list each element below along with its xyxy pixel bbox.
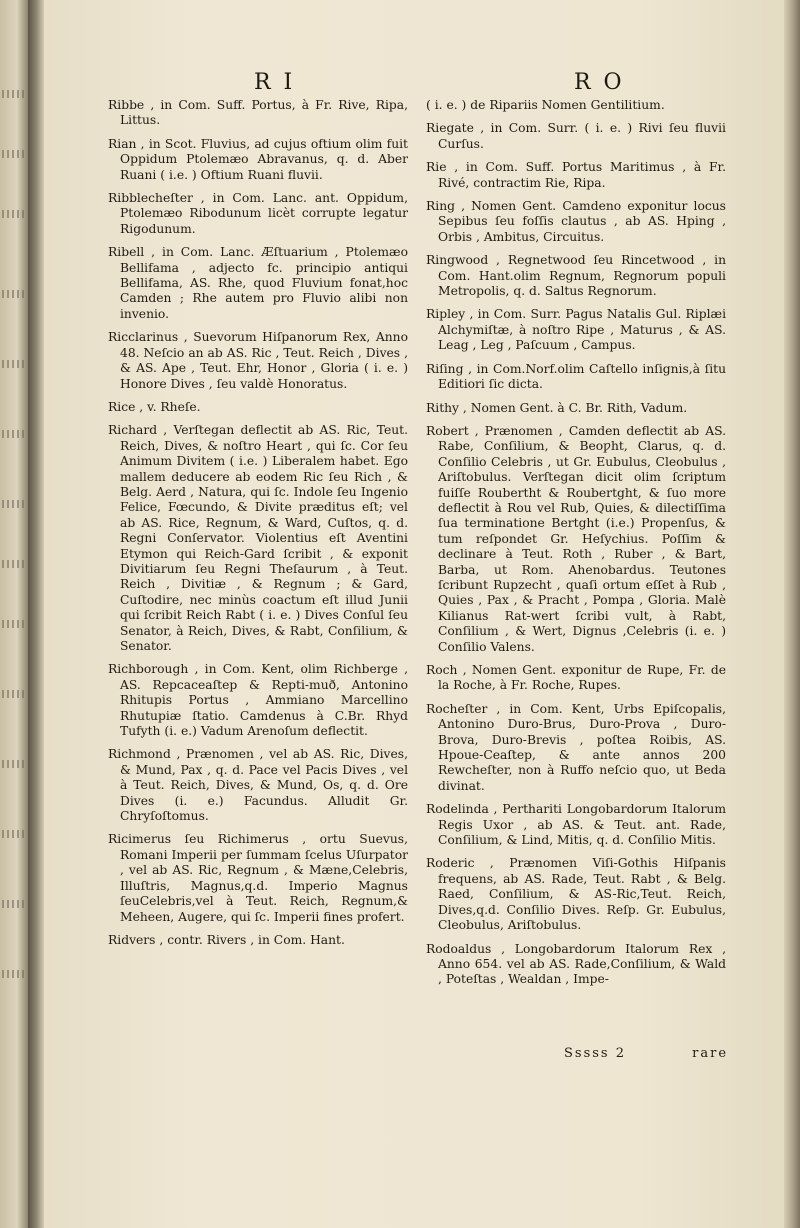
dictionary-entry: Rie , in Com. Suff. Portus Maritimus , à Fr. Rivé, contractim Rie, Ripa. — [426, 160, 726, 190]
dictionary-entry: Ribell , in Com. Lanc. Æſtuarium , Ptolemæo Bellifama , adjecto fc. principio antiqui Bellifama, AS. Rhe, quod Fluvium fonat,hoc Camden ; Rhe autem pro Fluvio alibi non invenio. — [108, 245, 408, 321]
signature-mark: Sssss 2 — [564, 1046, 626, 1061]
running-header — [44, 70, 784, 98]
page-edge — [784, 0, 800, 1228]
dictionary-entry: Richmond , Prænomen , vel ab AS. Ric, Dives, & Mund, Pax , q. d. Pace vel Pacis Dives , vel à Teut. Reich, Dives, & Mund, Os, q. d. Ore Dives (i. e.) Facundus. Alludit Gr. Chryſoſtomus. — [108, 747, 408, 824]
dictionary-entry: Riſing , in Com.Norf.olim Caſtello inſignis,à ſitu Editiori ſic dicta. — [426, 361, 726, 392]
page-footer — [564, 1046, 728, 1061]
dictionary-entry: Rice , v. Rheſe. — [108, 399, 201, 414]
dictionary-entry: Ribbe , in Com. Suff. Portus, à Fr. Rive, Ripa, Littus. — [108, 98, 408, 128]
dictionary-entry: Ribblecheſter , in Com. Lanc. ant. Oppidum, Ptolemæo Ribodunum licèt corrupte legatur Rigodunum. — [108, 191, 408, 236]
catchword: rare — [692, 1046, 729, 1061]
dictionary-entry: Ringwood , Regnetwood ſeu Rincetwood , in Com. Hant.olim Regnum, Regnorum populi Metropolis, q. d. Saltus Regnorum. — [426, 253, 726, 299]
right-column — [426, 98, 729, 1198]
dictionary-entry: Rodoaldus , Longobardorum Italorum Rex , Anno 654. vel ab AS. Rade,Conſilium, & Wald , Poteſtas , Wealdan , Impe- — [426, 941, 726, 987]
previous-page-edge — [0, 0, 28, 1228]
dictionary-entry: Roderic , Prænomen Viſi-Gothis Hiſpanis frequens, ab AS. Rade, Teut. Rabt , & Belg. Raed, Conſilium, & AS-Ric,Teut. Reich, Dives,q.d. Conſilio Dives. Reſp. Gr. Eubulus, Cleobulus, Ariſtobulus. — [426, 856, 726, 933]
book-gutter — [28, 0, 44, 1228]
dictionary-entry: Ridvers , contr. Rivers , in Com. Hant. — [108, 932, 345, 947]
dictionary-entry: Roch , Nomen Gent. exponitur de Rupe, Fr. de la Roche, à Fr. Roche, Rupes. — [426, 663, 726, 693]
dictionary-entry: Ripley , in Com. Surr. Pagus Natalis Gul. Riplæi Alchymiſtæ, à noſtro Ripe , Maturus , & AS. Leag , Leg , Paſcuum , Campus. — [426, 307, 726, 353]
dictionary-entry: Robert , Prænomen , Camden deflectit ab AS. Rabe, Conſilium, & Beoƿht, Clarus, q. d. Conſilio Celebris , ut Gr. Eubulus, Cleobulus , Ariſtobulus. Verſtegan dicit olim ſcriptum fuiſſe Roubertht & Roubertght, & ſuo more deflectit à Rou vel Rub, Quies, & dilectiſſima ſua terminatione Bertght (i.e.) Propenſus, & tum reſpondet Gr. Heſychius. Poſſim & declinare à Teut. Roth , Ruber , & Bart, Barba, ut Rom. Ahenobardus. Teutones ſcribunt Rupzecht , quaſi ortum eſſet à Rub , Quies , Pax , & Pracht , Pompa , Gloria. Malè Kilianus Rat-wert ſcribi vult, à Rabt, Conſilium , & Wert, Dignus ,Celebris (i. e. ) Conſilio Valens. — [426, 423, 726, 654]
dictionary-entry: Rian , in Scot. Fluvius, ad cujus oftium olim fuit Oppidum Ptolemæo Abravanus, q. d. Aber Ruani ( i.e. ) Oftium Ruani fluvii. — [108, 136, 408, 182]
dictionary-entry: Richborough , in Com. Kent, olim Richberge , AS. Repcaceaſteр & Repti-muð, Antonino Rhitupis Portus , Ammiano Marcellino Rhutupiæ ſtatio. Camdenus à C.Br. Rhyd Tufyth (i. e.) Vadum Arenoſum deflectit. — [108, 662, 408, 739]
left-column — [108, 98, 408, 1198]
dictionary-entry: Ricimerus ſeu Richimerus , ortu Suevus, Romani Imperii per ſummam ſcelus Uſurpator , vel ab AS. Ric, Regnum , & Mæne,Celebris, Illuſtris, Magnus,q.d. Imperio Magnus ſeuCelebris,vel à Teut. Reich, Regnum,& Meheen, Augere, qui ſc. Imperii fines profert. — [108, 832, 408, 924]
book-page — [44, 0, 784, 1228]
dictionary-entry: ( i. e. ) de Ripariis Nomen Gentilitium. — [426, 98, 665, 112]
dictionary-entry: Riegate , in Com. Surr. ( i. e. ) Rivi ſeu fluvii Curſus. — [426, 121, 726, 151]
header-right: R O — [574, 70, 625, 95]
dictionary-entry: Ricclarinus , Suevorum Hiſpanorum Rex, Anno 48. Neſcio an ab AS. Ric , Teut. Reich , Dives , & AS. Ape , Teut. Ehr, Honor , Gloria ( i. e. ) Honore Dives , ſeu valdè Honoratus. — [108, 330, 408, 391]
dictionary-entry: Richard , Verſtegan deflectit ab AS. Ric, Teut. Reich, Dives, & noſtro Heart , qui ſc. Cor ſeu Animum Divitem ( i.e. ) Liberalem habet. Ego mallem deducere ab eodem Ric ſeu Rich , & Belg. Aerd , Natura, qui ſc. Indole ſeu Ingenio Felice, Fœcundo, & Divite præditus eſt; vel ab AS. Rice, Regnum, & Ward, Cuſtos, q. d. Regni Conſervator. Violentius eſt Aventini Etymon qui Reich-Gard ſcribit , & exponit Divitiarum ſeu Regni Theſaurum , à Teut. Reich , Divitiæ , & Regnum ; & Gard, Cuſtodire, nec minùs coactum eſt illud Junii qui ſcribit Reich Rabt ( i. e. ) Dives Conſul ſeu Senator, à Reich, Dives, & Rabt, Conſilium, & Senator. — [108, 423, 408, 653]
dictionary-entry: Rocheſter , in Com. Kent, Urbs Epiſcopalis, Antonino Duro-Brus, Duro-Prova , Duro-Brova, Duro-Brevis , poſtea Roibis, AS. Hpoue-Ceaſteр, & ante annos 200 Rewcheſter, non à Ruffo neſcio quo, ut Beda divinat. — [426, 701, 726, 793]
dictionary-entry: Rodelinda , Perthariti Longobardorum Italorum Regis Uxor , ab AS. & Teut. ant. Rade, Conſilium, & Lind, Mitis, q. d. Conſilio Mitis. — [426, 802, 726, 848]
dictionary-entry: Rithy , Nomen Gent. à C. Br. Rith, Vadum. — [426, 400, 688, 415]
header-left: R I — [254, 70, 296, 95]
dictionary-entry: Ring , Nomen Gent. Camdeno exponitur locus Sepibus ſeu foſſis clautus , ab AS. Hping , Orbis , Ambitus, Circuitus. — [426, 199, 726, 244]
